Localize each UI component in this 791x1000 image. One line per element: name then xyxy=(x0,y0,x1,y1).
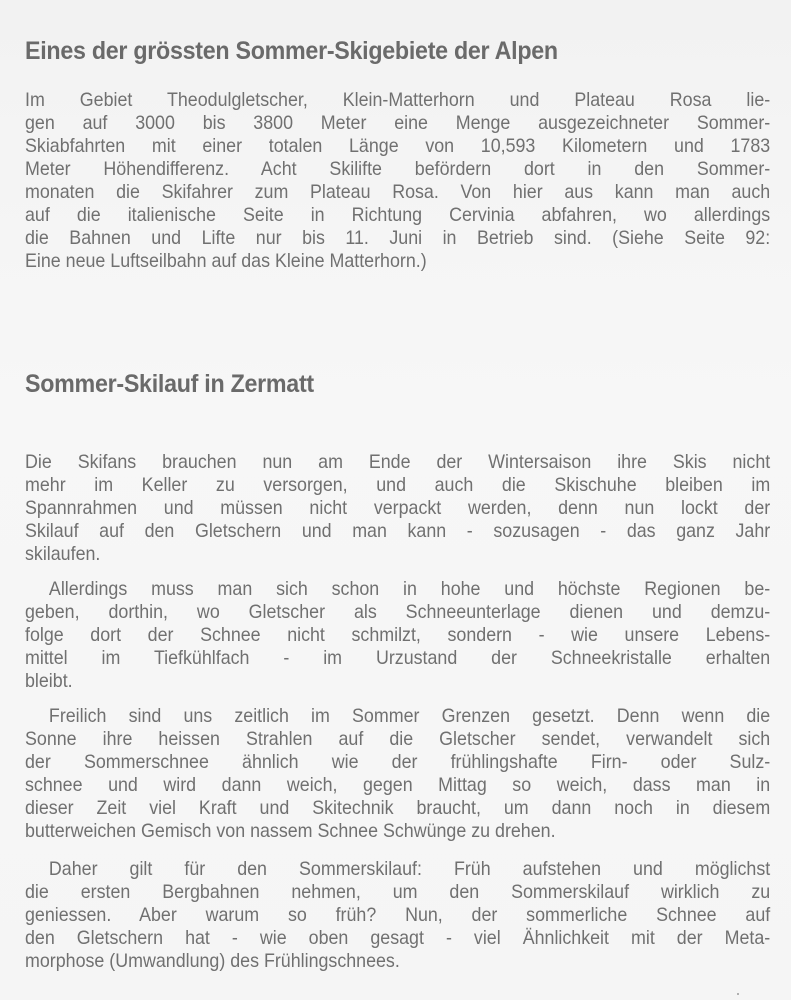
text-line: den Gletschern hat - wie oben gesagt - viel Ähnlichkeit mit der Meta- xyxy=(25,927,771,949)
text-line: schnee und wird dann weich, gegen Mittag so weich, dass man in xyxy=(25,774,771,796)
text-line: Freilich sind uns zeitlich im Sommer Grenzen gesetzt. Denn wenn die xyxy=(48,705,771,727)
paragraph-summer-limits xyxy=(25,705,771,843)
text-line: Die Skifans brauchen nun am Ende der Wintersaison ihre Skis nicht xyxy=(25,451,771,473)
text-line: mittel im Tiefkühlfach - im Urzustand der Schneekristalle erhalten xyxy=(25,647,771,669)
section-heading-summer-ski-areas: Eines der grössten Sommer-Skigebiete der Alpen xyxy=(25,37,558,65)
text-line: monaten die Skifahrer zum Plateau Rosa. Von hier aus kann man auch xyxy=(25,181,771,203)
text-line: der Sommerschnee ähnlich wie der frühlingshafte Firn- oder Sulz- xyxy=(25,751,771,773)
text-line: die Bahnen und Lifte nur bis 11. Juni in Betrieb sind. (Siehe Seite 92: xyxy=(25,227,771,249)
scan-speck xyxy=(737,993,739,995)
text-line: Sonne ihre heissen Strahlen auf die Gletscher sendet, verwandelt sich xyxy=(25,728,771,750)
paragraph-ski-areas-intro xyxy=(25,89,771,273)
text-line: mehr im Keller zu versorgen, und auch die Skischuhe bleiben im xyxy=(25,474,771,496)
text-line: Eine neue Luftseilbahn auf das Kleine Matterhorn.) xyxy=(25,250,427,272)
text-line: die ersten Bergbahnen nehmen, um den Sommerskilauf wirklich zu xyxy=(25,881,771,903)
section-heading-zermatt: Sommer-Skilauf in Zermatt xyxy=(25,370,314,398)
text-line: Skilauf auf den Gletschern und man kann - sozusagen - das ganz Jahr xyxy=(25,520,771,542)
text-line: geben, dorthin, wo Gletscher als Schneeunterlage dienen und demzu- xyxy=(25,601,771,623)
paragraph-early-start xyxy=(25,858,771,973)
text-line: skilaufen. xyxy=(25,543,101,565)
text-line: dieser Zeit viel Kraft und Skitechnik braucht, um dann noch in diesem xyxy=(25,797,771,819)
text-line: bleibt. xyxy=(25,670,73,692)
text-line: Meter Höhendifferenz. Acht Skilifte befördern dort in den Sommer- xyxy=(25,158,771,180)
text-line: Skiabfahrten mit einer totalen Länge von 10,593 Kilometern und 1783 xyxy=(25,135,771,157)
text-line: Daher gilt für den Sommerskilauf: Früh aufstehen und möglichst xyxy=(48,858,771,880)
paragraph-skifans xyxy=(25,451,771,566)
text-line: morphose (Umwandlung) des Frühlingschnees. xyxy=(25,950,400,972)
text-line: folge dort der Schnee nicht schmilzt, sondern - wie unsere Lebens- xyxy=(25,624,771,646)
text-line: auf die italienische Seite in Richtung Cervinia abfahren, wo allerdings xyxy=(25,204,771,226)
text-line: gen auf 3000 bis 3800 Meter eine Menge ausgezeichneter Sommer- xyxy=(25,112,771,134)
text-line: Allerdings muss man sich schon in hohe und höchste Regionen be- xyxy=(48,578,771,600)
text-line: butterweichen Gemisch von nassem Schnee Schwünge zu drehen. xyxy=(25,820,556,842)
text-line: Spannrahmen und müssen nicht verpackt werden, denn nun lockt der xyxy=(25,497,771,519)
text-line: Im Gebiet Theodulgletscher, Klein-Matterhorn und Plateau Rosa lie- xyxy=(25,89,771,111)
text-line: geniessen. Aber warum so früh? Nun, der sommerliche Schnee auf xyxy=(25,904,771,926)
paragraph-high-regions xyxy=(25,578,771,693)
